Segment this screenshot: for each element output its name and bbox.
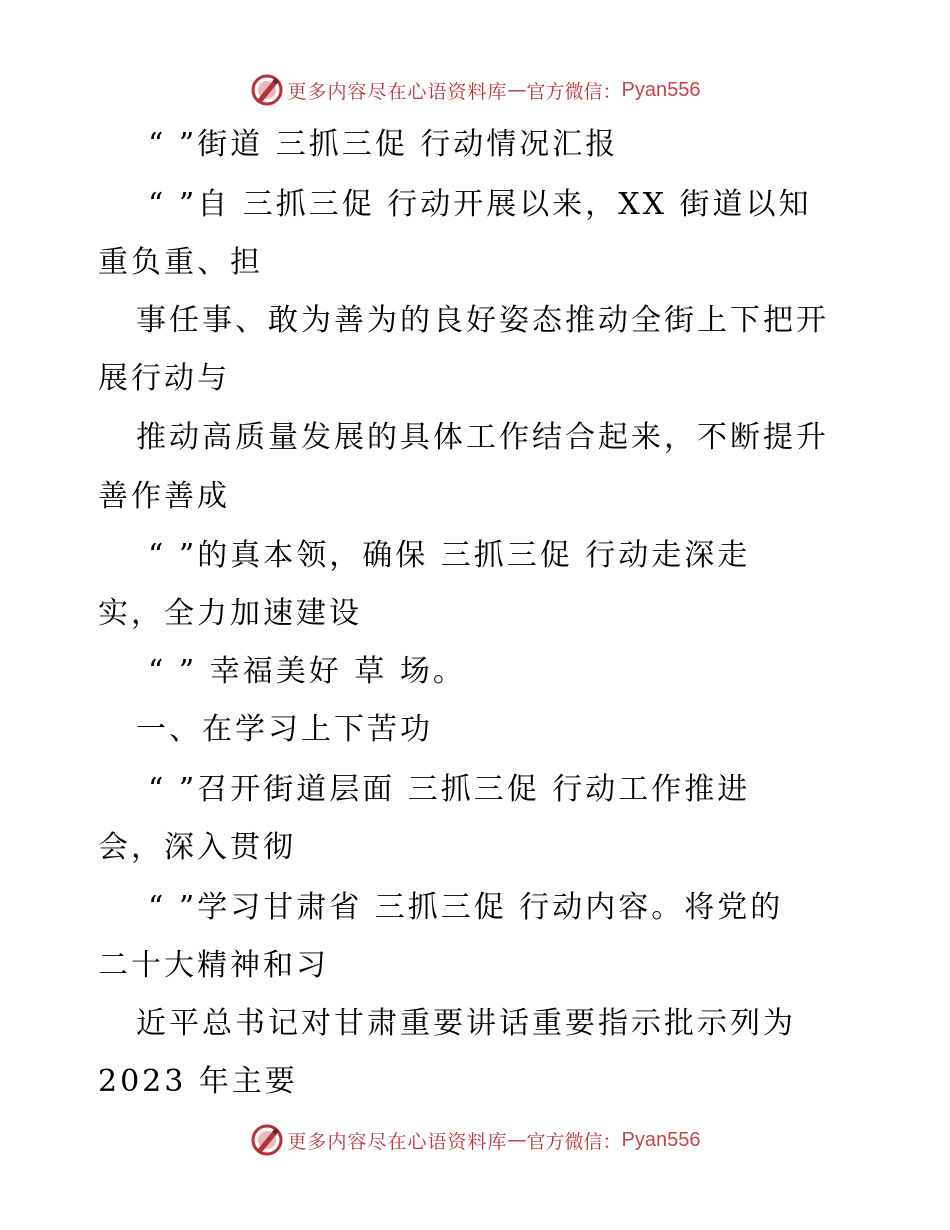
- document-title: “ ”街道 三抓三促 行动情况汇报: [148, 127, 619, 162]
- text-line: 善作善成: [98, 479, 230, 514]
- text-line: 实，全力加速建设: [98, 596, 362, 631]
- watermark-wechat-id: Pyan556: [621, 78, 701, 101]
- text-line: 近平总书记对甘肃重要讲话重要指示批示列为: [136, 1006, 796, 1041]
- text-line: 事任事、敢为善为的良好姿态推动全街上下把开: [136, 303, 829, 338]
- footer-watermark: [0, 1120, 950, 1160]
- watermark-separator: —: [507, 79, 527, 101]
- text-line: 二十大精神和习: [98, 948, 329, 983]
- text-line: “ ”自 三抓三促 行动开展以来，XX 街道以知: [148, 187, 812, 222]
- text-line: 展行动与: [98, 361, 230, 396]
- header-watermark: [0, 70, 950, 110]
- watermark-wechat-label: 官方微信：: [526, 1130, 622, 1153]
- text-line: 会，深入贯彻: [98, 830, 296, 865]
- text-line: 重负重、担: [98, 245, 263, 280]
- text-line: 2023 年主要: [98, 1064, 298, 1099]
- text-line: “ ”学习甘肃省 三抓三促 行动内容。将党的: [148, 890, 784, 925]
- watermark-text: 更多内容尽在心语资料库: [287, 80, 508, 103]
- watermark-wechat-label: 官方微信：: [526, 80, 622, 103]
- text-line: “ ”召开街道层面 三抓三促 行动工作推进: [148, 772, 751, 807]
- pen-logo-icon: [250, 1123, 284, 1157]
- text-line: “ ” 幸福美好 草 场。: [148, 654, 466, 689]
- text-line: 推动高质量发展的具体工作结合起来，不断提升: [136, 420, 829, 455]
- section-heading: 一、在学习上下苦功: [136, 712, 433, 747]
- text-line: “ ”的真本领，确保 三抓三促 行动走深走: [148, 538, 751, 573]
- watermark-separator: —: [507, 1129, 527, 1151]
- pen-logo-icon: [250, 73, 284, 107]
- watermark-text: 更多内容尽在心语资料库: [287, 1130, 508, 1153]
- watermark-wechat-id: Pyan556: [621, 1128, 701, 1151]
